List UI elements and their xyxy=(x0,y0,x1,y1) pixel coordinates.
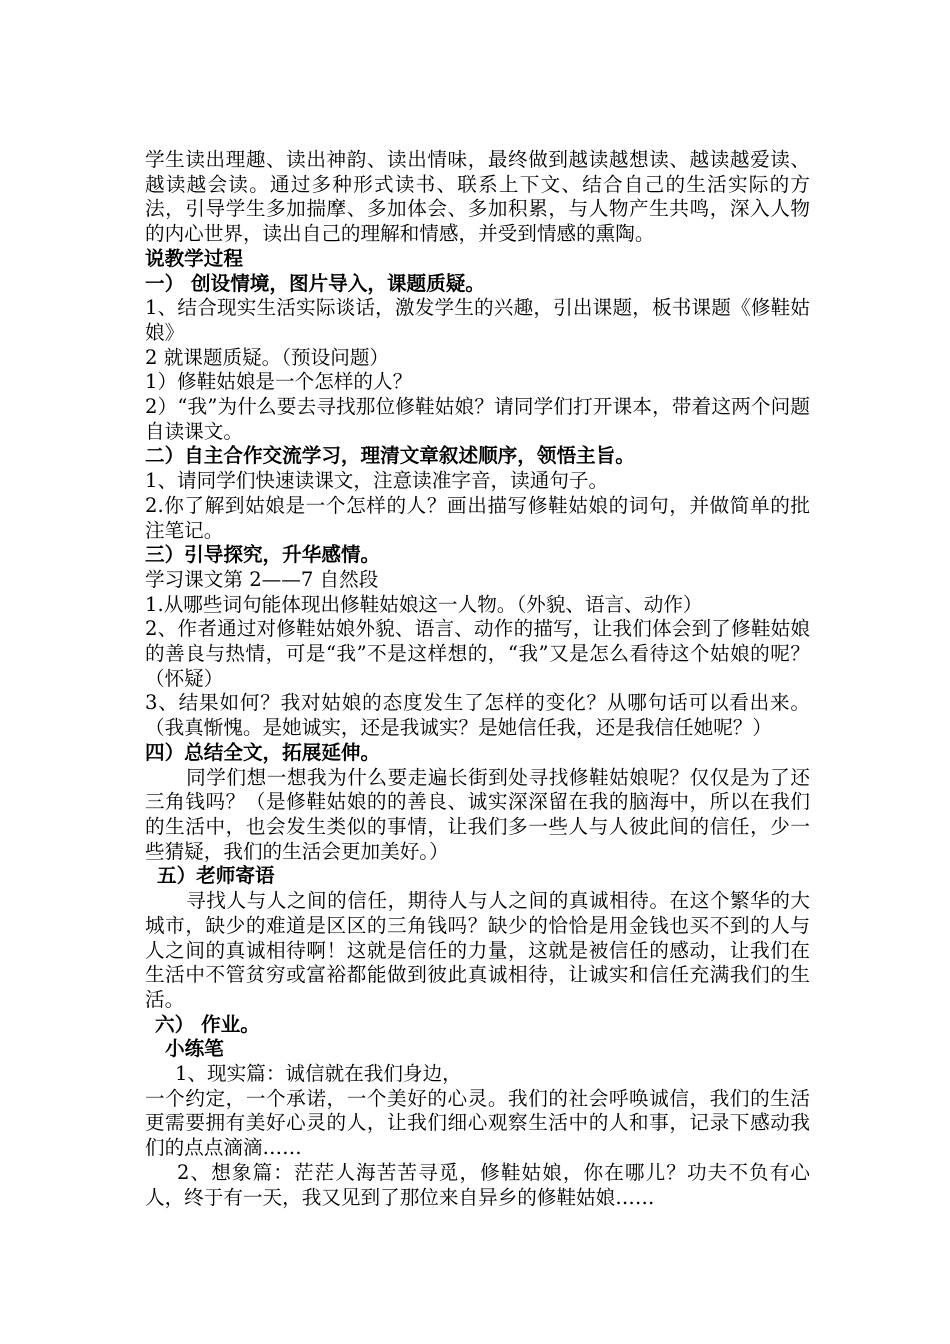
intro-paragraph: 学生读出理趣、读出神韵、读出情味，最终做到越读越想读、越读越爱读、越读越会读。通过多种形式读书、联系上下文、结合自己的生活实际的方法，引导学生多加揣摩、多加体会、多加积累，与人物产生共鸣，深入人物的内心世界，读出自己的理解和情感，并受到情感的熏陶。 xyxy=(145,148,810,246)
step-heading-5: 五）老师寄语 xyxy=(157,864,275,888)
paragraph: 1、请同学们快速读课文，注意读准字音，读通句子。 xyxy=(145,469,609,493)
section-heading-teaching-process: 说教学过程 xyxy=(145,246,243,270)
paragraph: 2、作者通过对修鞋姑娘外貌、语言、动作的描写，让我们体会到了修鞋姑娘的善良与热情，可是“我”不是这样想的，“我”又是怎么看待这个姑娘的呢？（怀疑） xyxy=(145,617,810,690)
homework-item-1: 1、现实篇：诚信就在我们身边， xyxy=(175,1062,462,1086)
paragraph: 1、结合现实生活实际谈话，激发学生的兴趣，引出课题，板书课题《修鞋姑娘》 xyxy=(145,296,810,344)
paragraph: 1）修鞋姑娘是一个怎样的人？ xyxy=(145,370,413,394)
paragraph: 同学们想一想我为什么要走遍长街到处寻找修鞋姑娘呢？仅仅是为了还三角钱吗？（是修鞋姑娘的的善良、诚实深深留在我的脑海中，所以在我们的生活中，也会发生类似的事情，让我们多一些人与人彼此间的信任，少一些猜疑，我们的生活会更加美好。） xyxy=(145,765,810,863)
paragraph: 2 就课题质疑。（预设问题） xyxy=(145,345,390,369)
step-heading-6: 六） 作业。 xyxy=(155,1012,260,1036)
paragraph: 寻找人与人之间的信任，期待人与人之间的真诚相待。在这个繁华的大城市，缺少的难道是区区的三角钱吗？缺少的恰恰是用金钱也买不到的人与人之间的真诚相待啊！这就是信任的力量，这就是被信任的感动，让我们在生活中不管贫穷或富裕都能做到彼此真诚相待，让诚实和信任充满我们的生活。 xyxy=(145,889,810,1011)
paragraph: 一个约定，一个承诺，一个美好的心灵。我们的社会呼唤诚信，我们的生活更需要拥有美好心灵的人，让我们细心观察生活中的人和事，记录下感动我们的点点滴滴…… xyxy=(145,1086,810,1160)
homework-heading: 小练笔 xyxy=(165,1037,224,1061)
document-body xyxy=(145,148,810,1210)
paragraph: 3、结果如何？我对姑娘的态度发生了怎样的变化？从哪句话可以看出来。（我真惭愧。是她诚实，还是我诚实？是她信任我，还是我信任她呢？） xyxy=(145,691,810,740)
step-heading-1: 一） 创设情境，图片导入，课题质疑。 xyxy=(145,271,485,295)
paragraph: 学习课文第 2——7 自然段 xyxy=(145,567,379,591)
step-heading-3: 三）引导探究，升华感情。 xyxy=(145,543,381,567)
paragraph: 2）“我”为什么要去寻找那位修鞋姑娘？请同学们打开课本，带着这两个问题自读课文。 xyxy=(145,395,810,443)
step-heading-4: 四）总结全文，拓展延伸。 xyxy=(145,740,381,764)
paragraph: 2.你了解到姑娘是一个怎样的人？画出描写修鞋姑娘的词句，并做简单的批注笔记。 xyxy=(145,493,810,542)
step-heading-2: 二）自主合作交流学习，理清文章叙述顺序，领悟主旨。 xyxy=(145,444,635,468)
paragraph: 1.从哪些词句能体现出修鞋姑娘这一人物。（外貌、语言、动作） xyxy=(145,592,703,616)
homework-item-2: 2、想象篇：茫茫人海苦苦寻觅，修鞋姑娘，你在哪儿？功夫不负有心人，终于有一天，我又见到了那位来自异乡的修鞋姑娘…… xyxy=(145,1160,810,1209)
